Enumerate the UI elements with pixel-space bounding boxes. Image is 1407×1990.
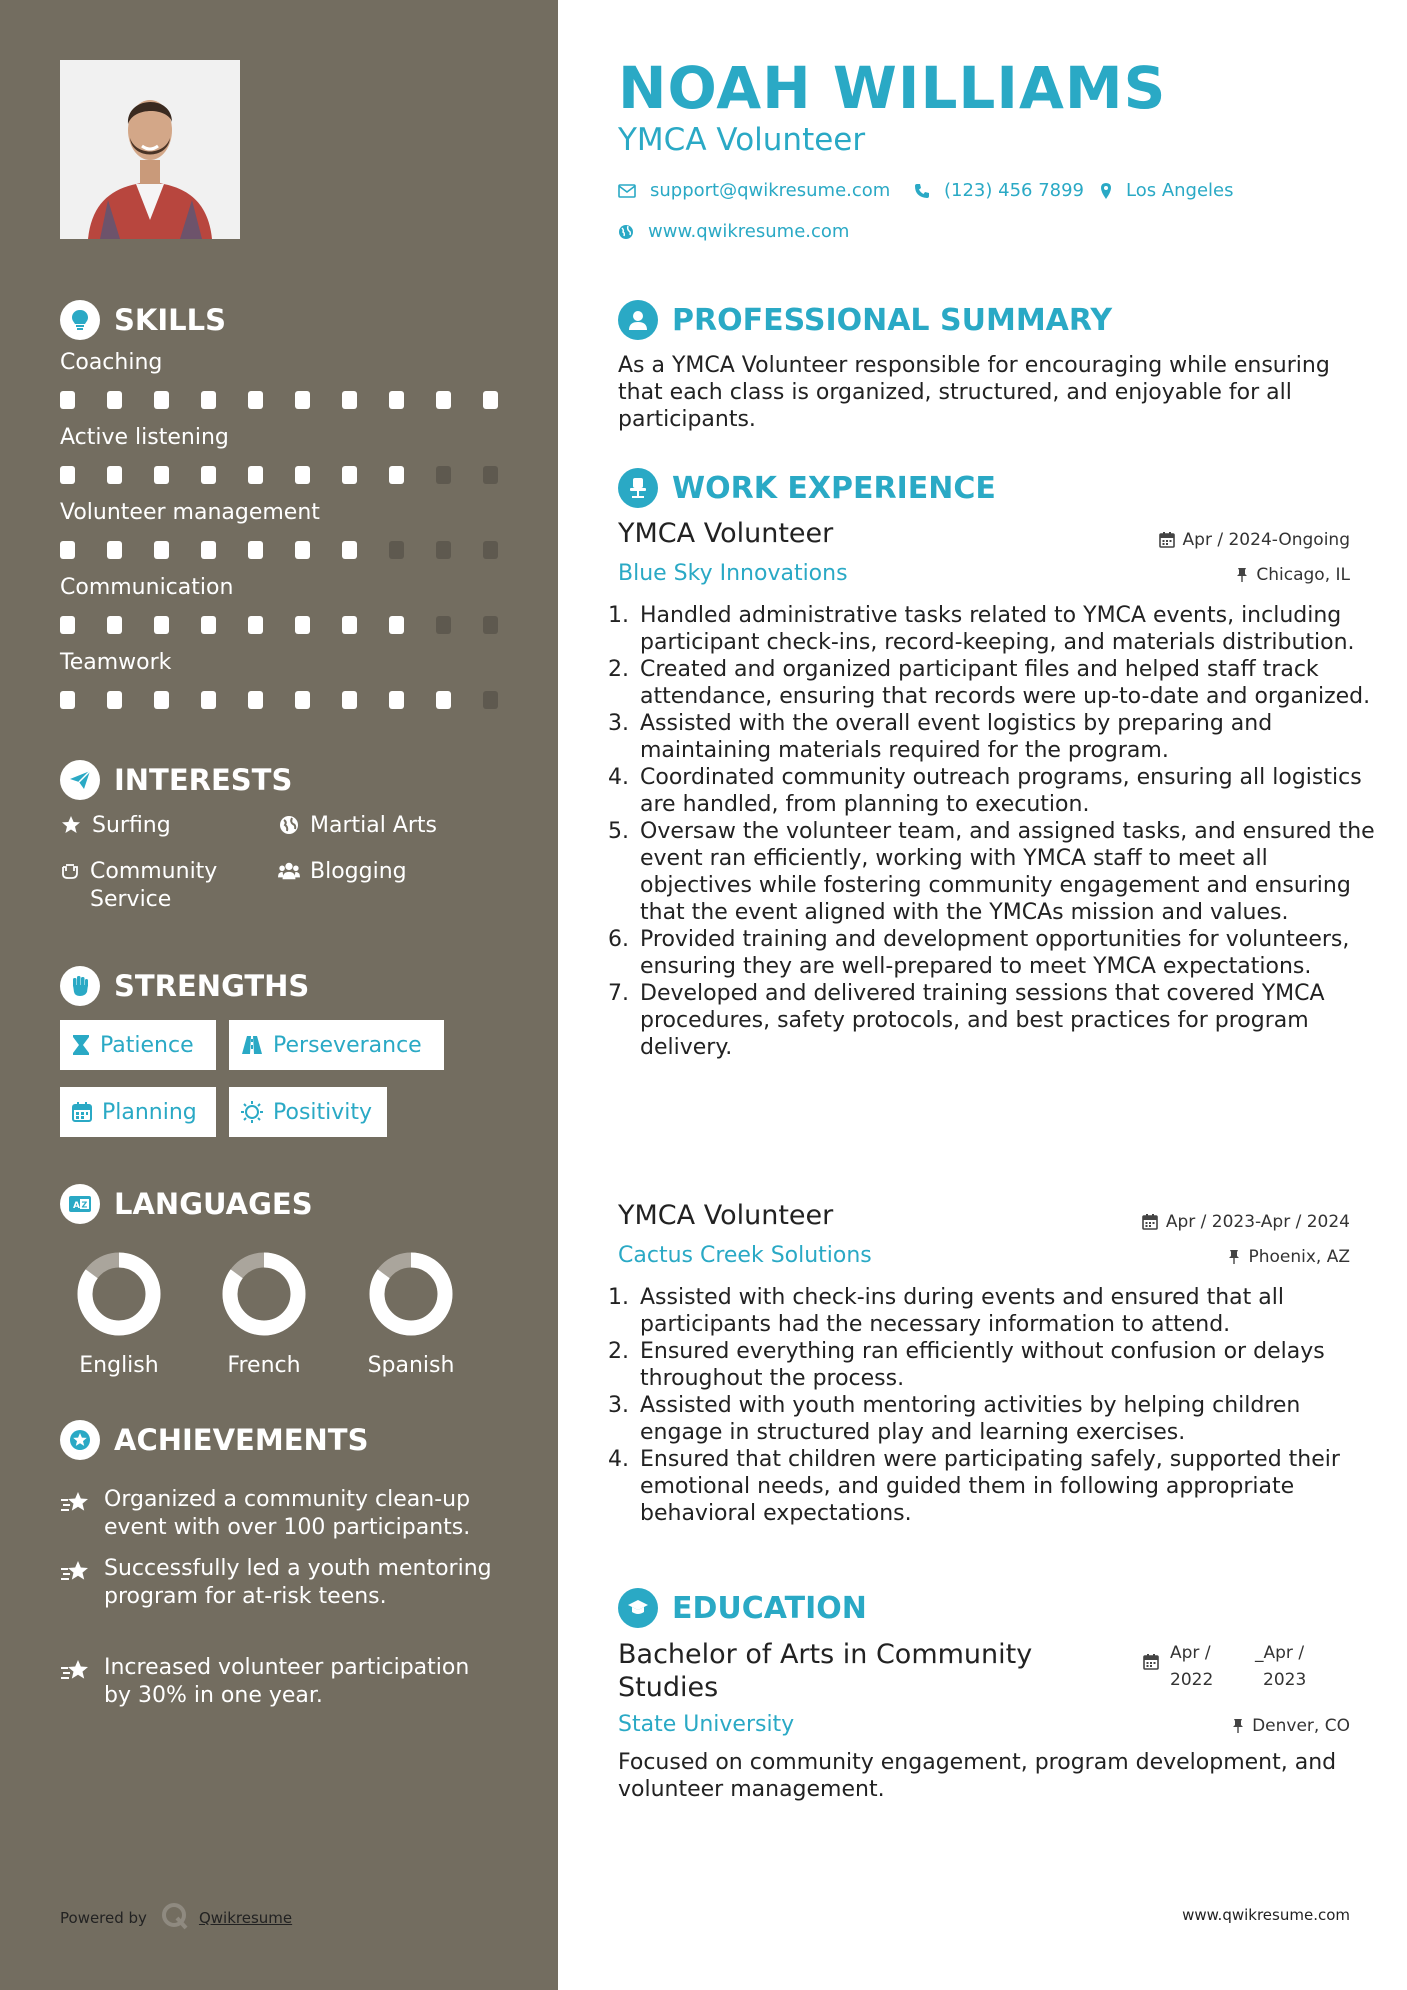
skill-dot-filled	[436, 691, 451, 709]
contact-email[interactable]: support@qwikresume.com	[618, 180, 890, 201]
skill-dot-empty	[483, 466, 498, 484]
powered-by-label: Powered by	[60, 1909, 147, 1927]
language-ring	[369, 1252, 453, 1336]
skill-dot-filled	[342, 466, 357, 484]
education-heading	[618, 1588, 867, 1628]
qwikresume-link[interactable]: Qwikresume	[198, 1909, 293, 1927]
skill-dot-filled	[248, 541, 263, 559]
education-start: Apr / 2022	[1170, 1643, 1214, 1690]
star-icon	[60, 815, 82, 835]
star-badge-icon	[60, 1420, 100, 1460]
calendar-icon	[1159, 532, 1175, 548]
languages-heading	[60, 1184, 313, 1224]
calendar-icon	[72, 1102, 92, 1122]
interest-item: Blogging	[278, 858, 407, 886]
calendar-icon	[1142, 1214, 1158, 1230]
contact-location: Los Angeles	[1100, 180, 1234, 201]
job-duty: 3. Assisted with the overall event logistics by preparing and maintaining materials required for the program.	[636, 710, 1381, 764]
summary-text: As a YMCA Volunteer responsible for encouraging while ensuring that each class is organized, structured, and enjoyable for all participants.	[618, 353, 1330, 432]
skill-dot-filled	[154, 541, 169, 559]
pushpin-icon	[1232, 1718, 1244, 1734]
achievements-heading	[60, 1420, 368, 1460]
skill-dot-empty	[436, 541, 451, 559]
skill-level-dots	[60, 541, 530, 559]
job-duty: 6. Provided training and development opportunities for volunteers, ensuring they are well-prepared to meet YMCA expectations.	[636, 926, 1381, 980]
school-name: State University	[618, 1712, 795, 1737]
map-pin-icon	[1100, 182, 1112, 200]
language-ring	[77, 1252, 161, 1336]
skill-dot-filled	[248, 391, 263, 409]
footer-url[interactable]: www.qwikresume.com	[1182, 1906, 1350, 1924]
skill-dot-filled	[201, 616, 216, 634]
translate-icon	[60, 1184, 100, 1224]
shooting-star-icon	[60, 1559, 92, 1611]
sidebar	[0, 0, 558, 1990]
pushpin-icon	[1228, 1249, 1240, 1265]
phone-icon	[914, 183, 930, 199]
skill-dot-empty	[483, 616, 498, 634]
skill-dot-filled	[60, 466, 75, 484]
skill-dot-empty	[389, 541, 404, 559]
skill-level-dots	[60, 391, 530, 409]
profile-photo	[60, 60, 240, 239]
skill-dot-filled	[342, 616, 357, 634]
sun-icon	[241, 1101, 263, 1123]
job-duty: 2. Created and organized participant files and helped staff track attendance, ensuring that records were up-to-date and organized.	[636, 656, 1381, 710]
skill-dot-filled	[436, 391, 451, 409]
skill-dot-filled	[154, 616, 169, 634]
language-name: French	[227, 1353, 301, 1378]
summary-heading	[618, 300, 1112, 340]
job-duty: 1. Handled administrative tasks related to YMCA events, including participant check-ins, record-keeping, and materials distribution.	[636, 602, 1381, 656]
interests-heading	[60, 760, 292, 800]
skill-name: Volunteer management	[60, 500, 320, 525]
skill-dot-filled	[389, 466, 404, 484]
education-end: _Apr / 2023	[1255, 1643, 1307, 1690]
powered-by	[60, 1902, 292, 1934]
job-duty: 4. Coordinated community outreach programs, ensuring all logistics are handled, from planning to execution.	[636, 764, 1381, 818]
contact-phone[interactable]: (123) 456 7899	[914, 180, 1084, 201]
job-duty: 3. Assisted with youth mentoring activities by helping children engage in structured play and learning exercises.	[636, 1392, 1381, 1446]
job-duty: 2. Ensured everything ran efficiently without confusion or delays throughout the process.	[636, 1338, 1381, 1392]
hourglass-icon	[72, 1034, 90, 1056]
skill-dot-filled	[107, 541, 122, 559]
education-description: Focused on community engagement, program development, and volunteer management.	[618, 1750, 1337, 1802]
skill-dot-empty	[483, 691, 498, 709]
strength-badge: Planning	[60, 1087, 216, 1137]
strength-badge: Patience	[60, 1020, 216, 1070]
skill-dot-filled	[201, 691, 216, 709]
job-location: Phoenix, AZ	[1228, 1247, 1350, 1267]
job-dates: Apr / 2023-Apr / 2024	[1142, 1212, 1350, 1232]
skill-dot-filled	[342, 391, 357, 409]
interest-item: Martial Arts	[278, 812, 437, 840]
pushpin-icon	[1236, 567, 1248, 583]
globe-icon	[278, 815, 300, 835]
skill-dot-filled	[295, 466, 310, 484]
skill-dot-filled	[201, 541, 216, 559]
skill-dot-filled	[342, 691, 357, 709]
job-title: YMCA Volunteer	[618, 1200, 834, 1231]
skill-name: Coaching	[60, 350, 163, 375]
achievement-item: Organized a community clean-up event with over 100 participants.	[60, 1486, 500, 1542]
education-location: Denver, CO	[1232, 1716, 1350, 1736]
skill-dot-filled	[60, 541, 75, 559]
summary-title: PROFESSIONAL SUMMARY	[672, 302, 1113, 338]
language-name: English	[79, 1353, 159, 1378]
contact-website[interactable]: www.qwikresume.com	[618, 221, 849, 242]
experience-heading	[618, 468, 996, 508]
svg-text:A: A	[73, 1201, 80, 1211]
skills-heading	[60, 300, 226, 340]
skill-name: Active listening	[60, 425, 229, 450]
job-duty: 5. Oversaw the volunteer team, and assigned tasks, and ensured the event ran efficiently, working with YMCA staff to meet all objectives while fostering community engagement and ensuring that the event aligned with the YMCAs mission and values.	[636, 818, 1381, 926]
skill-name: Teamwork	[60, 650, 172, 675]
skill-dot-filled	[248, 691, 263, 709]
skill-dot-filled	[342, 541, 357, 559]
graduation-icon	[618, 1588, 658, 1628]
education-title: EDUCATION	[672, 1590, 867, 1626]
skill-dot-filled	[248, 466, 263, 484]
job-duty: 4. Ensured that children were participating safely, supported their emotional needs, and guided them in following appropriate behavioral expectations.	[636, 1446, 1381, 1527]
skill-dot-empty	[483, 541, 498, 559]
skill-level-dots	[60, 691, 530, 709]
interest-item: Surfing	[60, 812, 171, 840]
skill-name: Communication	[60, 575, 234, 600]
job-duties-list	[612, 602, 1381, 1061]
skill-level-dots	[60, 466, 530, 484]
chair-icon	[618, 468, 658, 508]
skill-dot-filled	[201, 466, 216, 484]
candidate-role: YMCA Volunteer	[618, 122, 866, 158]
skill-dot-filled	[60, 391, 75, 409]
company-name: Blue Sky Innovations	[618, 561, 848, 586]
job-title: YMCA Volunteer	[618, 518, 834, 549]
strengths-title: STRENGTHS	[114, 969, 310, 1003]
skill-dot-filled	[154, 391, 169, 409]
skill-dot-filled	[107, 391, 122, 409]
skill-dot-filled	[389, 391, 404, 409]
skill-dot-filled	[295, 541, 310, 559]
skill-dot-filled	[201, 391, 216, 409]
skill-dot-empty	[436, 466, 451, 484]
achievement-item: Successfully led a youth mentoring program for at-risk teens.	[60, 1555, 500, 1611]
skill-dot-filled	[107, 616, 122, 634]
fist-icon	[60, 966, 100, 1006]
envelope-icon	[618, 184, 636, 198]
skill-dot-filled	[60, 691, 75, 709]
languages-title: LANGUAGES	[114, 1187, 313, 1221]
candidate-name: NOAH WILLIAMS	[618, 54, 1167, 122]
skill-dot-filled	[107, 691, 122, 709]
language-name: Spanish	[367, 1353, 455, 1378]
strength-badge: Perseverance	[229, 1020, 444, 1070]
globe-icon	[618, 224, 634, 240]
lightbulb-icon	[60, 300, 100, 340]
skill-dot-filled	[248, 616, 263, 634]
skill-dot-filled	[295, 616, 310, 634]
experience-title: WORK EXPERIENCE	[672, 470, 996, 506]
users-icon	[278, 861, 300, 881]
job-location: Chicago, IL	[1236, 565, 1350, 585]
user-icon	[618, 300, 658, 340]
strength-badge: Positivity	[229, 1087, 387, 1137]
svg-text:Z: Z	[81, 1200, 88, 1210]
skill-dot-empty	[436, 616, 451, 634]
job-duty: 1. Assisted with check-ins during events and ensured that all participants had the necessary information to attend.	[636, 1284, 1381, 1338]
skill-dot-filled	[295, 691, 310, 709]
job-duties-list	[612, 1284, 1381, 1527]
qwikresume-logo-icon	[161, 1902, 189, 1934]
skill-dot-filled	[295, 391, 310, 409]
skill-dot-filled	[483, 391, 498, 409]
strengths-heading	[60, 966, 309, 1006]
interests-title: INTERESTS	[114, 763, 293, 797]
language-ring	[222, 1252, 306, 1336]
job-duty: 7. Developed and delivered training sessions that covered YMCA procedures, safety protocols, and best practices for program delivery.	[636, 980, 1381, 1061]
degree-name: Bachelor of Arts in Community Studies	[618, 1639, 1033, 1703]
skill-dot-filled	[389, 691, 404, 709]
skill-dot-filled	[60, 616, 75, 634]
paper-plane-icon	[60, 760, 100, 800]
calendar-icon	[1143, 1654, 1159, 1674]
achievements-title: ACHIEVEMENTS	[114, 1423, 369, 1457]
skills-title: SKILLS	[114, 303, 226, 337]
skill-dot-filled	[389, 616, 404, 634]
shooting-star-icon	[60, 1490, 92, 1542]
hand-heart-icon	[60, 861, 80, 881]
job-dates: Apr / 2024-Ongoing	[1159, 530, 1350, 550]
skill-dot-filled	[154, 466, 169, 484]
interest-item: Community Service	[60, 858, 260, 914]
skill-dot-filled	[107, 466, 122, 484]
shooting-star-icon	[60, 1658, 92, 1710]
skill-level-dots	[60, 616, 530, 634]
skill-dot-filled	[154, 691, 169, 709]
achievement-item: Increased volunteer participation by 30% in one year.	[60, 1654, 500, 1710]
company-name: Cactus Creek Solutions	[618, 1243, 872, 1268]
road-icon	[241, 1035, 263, 1055]
